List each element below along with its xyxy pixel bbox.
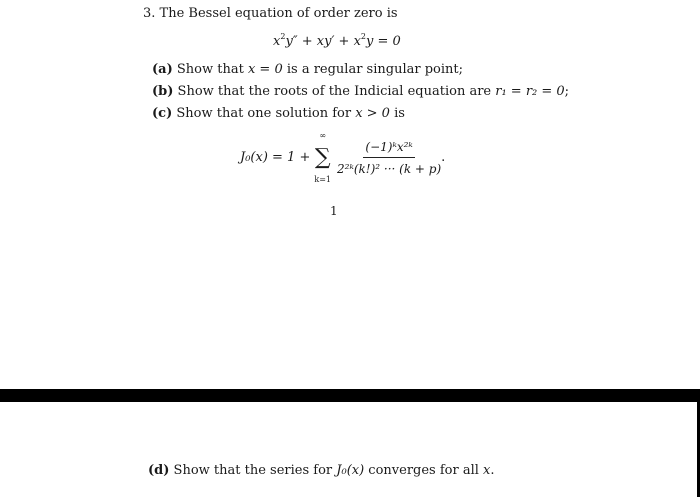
formula-period: . <box>441 150 446 165</box>
eq-exponent: 2 <box>280 32 286 41</box>
part-label: (d) <box>148 463 170 478</box>
fraction <box>337 139 441 177</box>
page-divider <box>0 389 700 402</box>
page-number: 1 <box>330 204 338 218</box>
formula-lhs: J₀(x) = 1 + <box>240 150 311 165</box>
part-text: Show that the series for <box>173 463 337 478</box>
part-text: Show that one solution for <box>176 106 356 121</box>
part-label: (c) <box>152 106 173 121</box>
bessel-equation <box>273 34 401 50</box>
part-text: ; <box>564 84 570 99</box>
part-math: x <box>483 463 491 478</box>
part-math: x = 0 <box>247 62 283 77</box>
part-c <box>152 106 405 122</box>
part-b <box>152 84 569 100</box>
eq-part: y″ + xy′ + x <box>285 34 361 49</box>
part-math: J₀(x) <box>336 463 365 478</box>
part-text: is <box>389 106 405 121</box>
part-d <box>148 463 495 479</box>
eq-part: y = 0 <box>366 34 401 49</box>
intro-text: The Bessel equation of order zero is <box>159 6 398 21</box>
bessel-series-formula <box>240 130 445 186</box>
part-text: Show that the roots of the Indicial equation are <box>177 84 496 99</box>
sum-symbol: ∑ <box>314 145 331 170</box>
part-label: (a) <box>152 62 173 77</box>
part-text: . <box>490 463 495 478</box>
sum-lower-limit: k=1 <box>314 175 331 184</box>
numerator: (−1)ᵏx²ᵏ <box>363 139 414 158</box>
summation <box>314 130 331 186</box>
part-math: x > 0 <box>355 106 390 121</box>
problem-number: 3. <box>143 6 156 21</box>
part-text: is a regular singular point; <box>282 62 463 77</box>
part-text: Show that <box>176 62 248 77</box>
sum-upper-limit: ∞ <box>319 131 327 140</box>
denominator: 2²ᵏ(k!)² ··· (k + p) <box>337 162 442 176</box>
eq-part: x <box>273 34 281 49</box>
part-text: converges for all <box>364 463 484 478</box>
eq-exponent: 2 <box>360 32 367 41</box>
part-label: (b) <box>152 84 174 99</box>
problem-intro <box>143 6 398 22</box>
part-a <box>152 62 463 78</box>
part-math: r₁ = r₂ = 0 <box>495 84 565 99</box>
